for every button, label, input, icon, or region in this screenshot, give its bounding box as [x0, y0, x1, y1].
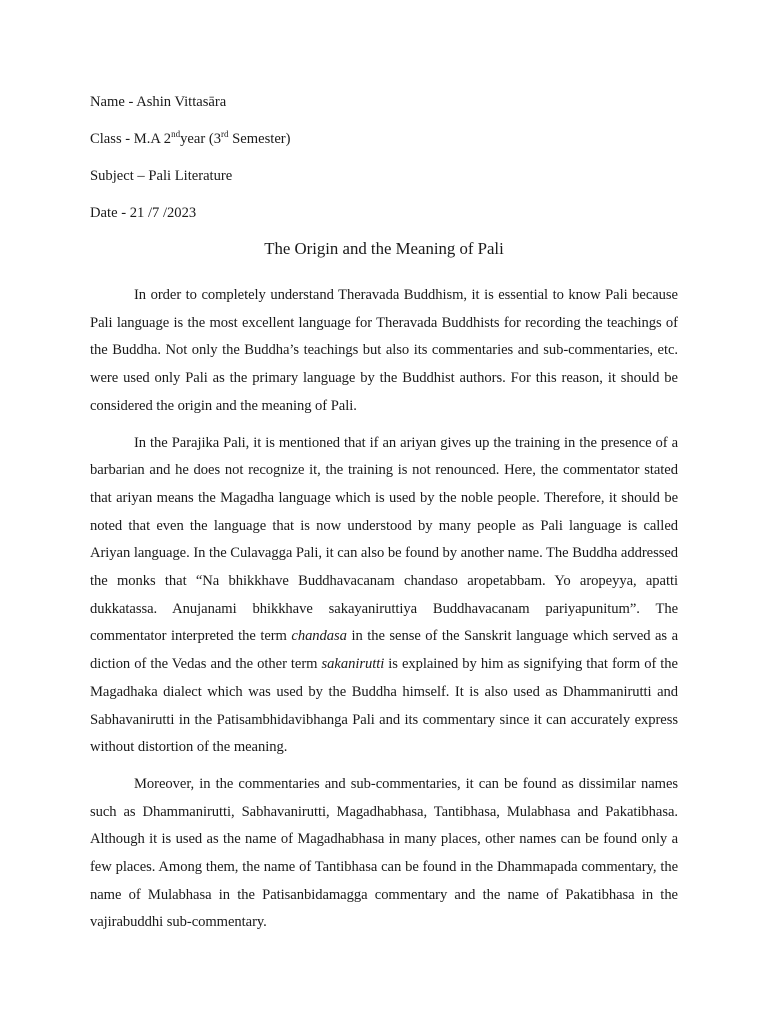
paragraph-3: Moreover, in the commentaries and sub-commentaries, it can be found as dissimilar names such as Dhammanirutti, Sabhavanirutti, Magadhabhasa, Tantibhasa, Mulabhasa and Pakatibhasa. Although it is used as the name of Magadhabhasa in many places, other names can be found only a few places. Among them, the name of Tantibhasa can be found in the Dhammapada commentary, the name of Mulabhasa in the Patisanbidamagga commentary and the name of Pakatibhasa in the vajirabuddhi sub-commentary. [90, 775, 678, 931]
subject-line: Subject – Pali Literature [90, 168, 233, 184]
date-line: Date - 21 /7 /2023 [90, 205, 197, 221]
paragraph-2-part-c: is explained by him as signifying that form of the Magadhaka dialect which was used by the Buddha himself. It is also used as Dhammanirutti and Sabhavanirutti in the Patisambhidavibhanga Pali and its commentary since it can accurately express without distortion of the meaning. [90, 656, 678, 756]
paragraph-2 [90, 430, 678, 762]
class-ordinal-suffix-1: nd [171, 129, 181, 139]
class-line [90, 125, 678, 162]
class-suffix: Semester) [228, 131, 291, 147]
term-sakanirutti: sakanirutti [321, 656, 385, 673]
class-mid: year (3 [180, 131, 222, 147]
paragraph-2-part-a: In the Parajika Pali, it is mentioned that if an ariyan gives up the training in the presence of a barbarian and he does not recognize it, the training is not renounced. Here, the commentator stated that ariyan means the Magadha language which is used by the noble people. Therefore, it should be noted that even the language that is now understood by many people as Pali language is called Ariyan language. In the Culavagga Pali, it can also be found by another name. The Buddha addressed the monks that “Na bhikkhave Buddhavacanam chandaso aropetabbam. Yo aropeyya, apatti dukkatassa. Anujanami bhikkhave sakayaniruttiya Buddhavacanam pariyapunitum”. The commentator interpreted the term [90, 434, 678, 645]
document-title: The Origin and the Meaning of Pali [264, 239, 504, 258]
paragraph-1: In order to completely understand Theravada Buddhism, it is essential to know Pali because Pali language is the most excellent language for Theravada Buddhists for recording the teachings of the Buddha. Not only the Buddha’s teachings but also its commentaries and sub-commentaries, etc. were used only Pali as the primary language by the Buddhist authors. For this reason, it should be considered the origin and the meaning of Pali. [90, 287, 678, 414]
document-page [90, 88, 678, 946]
student-name: Name - Ashin Vittasāra [90, 94, 227, 110]
paragraph-2-part-b: in the sense of the Sanskrit language which served as a diction of the Vedas and the other term [90, 628, 679, 673]
class-prefix: Class - M.A 2 [90, 131, 172, 147]
term-chandasa: chandasa [291, 628, 347, 645]
class-ordinal-suffix-2: rd [221, 129, 229, 139]
